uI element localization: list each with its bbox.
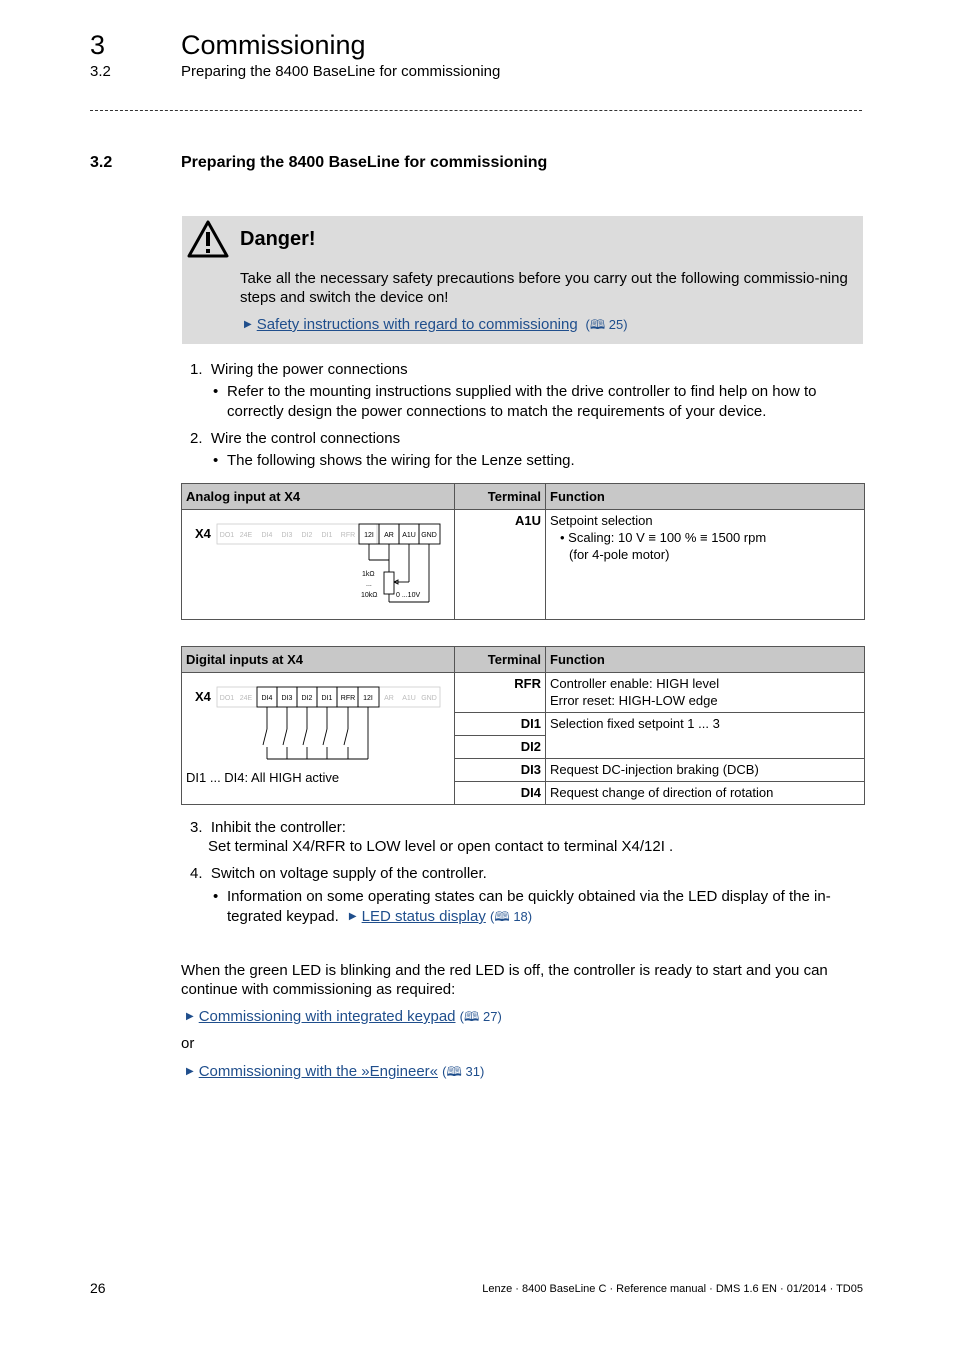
link-arrow-icon: ▶ [186,1066,194,1077]
step-3: 3. Inhibit the controller: [190,819,346,836]
function-sub: (for 4-pole motor) [569,547,670,562]
table-header-row [182,647,865,673]
engineer-commissioning-link-label[interactable]: Commissioning with the »Engineer« [198,1063,438,1080]
led-status-display-link[interactable]: LED status display [361,908,486,925]
switch-contacts [263,707,368,759]
column-header: Function [546,484,865,510]
terminal-label: DI2 [301,695,313,702]
terminal-label: AR [384,532,394,539]
column-header: Function [546,647,865,673]
step-1: 1. Wiring the power connections [190,361,408,378]
terminal-cell: DI2 [455,736,546,759]
section-title: Preparing the 8400 BaseLine for commissioning [181,154,548,171]
terminal-cell: DI1 [455,713,546,736]
terminal-label: DO1 [219,532,235,539]
function-text: Setpoint selection [550,513,653,528]
step-2-bullet: The following shows the wiring for the Lenze setting. [227,452,575,469]
column-header: Terminal [455,484,546,510]
terminal-label: DI1 [321,695,333,702]
or-text: or [181,1035,195,1052]
terminal-label: 24E [239,695,253,702]
function-cell: Selection fixed setpoint 1 ... 3 [546,713,865,759]
warning-triangle-icon [186,219,230,259]
terminal-label: GND [421,695,437,702]
book-icon: 🕮 [446,1064,462,1079]
terminal-cell: RFR [455,673,546,713]
pot-label: 10kΩ [361,592,378,599]
terminal-label: 24E [239,532,253,539]
page-number: 26 [90,1280,106,1296]
bullet-marker: • [213,888,219,905]
page-reference: (🕮 18) [490,909,533,924]
link-arrow-icon: ▶ [186,1011,194,1022]
book-icon: 🕮 [589,317,606,332]
column-header: Analog input at X4 [182,484,455,510]
chapter-number: 3 [90,30,106,60]
digital-note: DI1 ... DI4: All HIGH active [186,770,340,785]
book-icon: 🕮 [494,909,510,924]
voltage-range-label: 0 ...10V [396,592,421,599]
terminal-label: GND [421,532,437,539]
terminal-cell: DI3 [455,759,546,782]
subsection-number: 3.2 [90,63,111,80]
step-4-bullet: Information on some operating states can be quickly obtained via the LED display of the in-tegrated keypad. ▶ LED status display (🕮 18) [227,888,831,925]
terminal-cell: DI4 [455,782,546,805]
terminal-label: DI1 [321,532,333,539]
terminal-label: DI4 [261,695,273,702]
page-reference: (🕮 25) [581,317,628,332]
section-number: 3.2 [90,154,113,171]
table-row [182,673,865,713]
terminal-cell: A1U [455,510,546,620]
terminal-label: DI3 [281,695,293,702]
pot-label: 1kΩ [362,571,375,578]
column-header: Terminal [455,647,546,673]
step-1-bullet: Refer to the mounting instructions supplied with the drive controller to find help on how to correctly design the power connections to match the requirements of your device. [227,383,817,420]
function-cell: Controller enable: HIGH level Error reset: HIGH-LOW edge [546,673,865,713]
terminal-label: DI3 [281,532,293,539]
terminal-label: DO1 [219,695,235,702]
link-arrow-icon: ▶ [348,911,357,922]
danger-heading: Danger! [240,228,316,250]
closing-paragraph: When the green LED is blinking and the red LED is off, the controller is ready to start and you can continue with commissioning as required: [181,962,828,998]
step-4: 4. Switch on voltage supply of the controller. [190,865,487,882]
function-cell: Request DC-injection braking (DCB) [546,759,865,782]
terminal-label: DI2 [301,532,313,539]
engineer-commissioning-link[interactable] [186,1062,484,1083]
page-reference: (🕮 27) [459,1009,502,1024]
step-2: 2. Wire the control connections [190,430,401,447]
digital-input-table [181,646,865,805]
pot-label: ... [366,581,372,588]
terminal-label: RFR [340,532,356,539]
function-bullet: • Scaling: 10 V ≡ 100 % ≡ 1500 rpm [560,530,767,545]
chapter-title: Commissioning [181,30,366,60]
column-header: Digital inputs at X4 [182,647,455,673]
bullet-marker: • [213,452,219,469]
danger-box [182,216,863,344]
terminal-label: 12I [363,695,373,702]
header-divider [90,110,862,111]
page-reference: (🕮 31) [442,1064,485,1079]
safety-instructions-link[interactable] [244,316,628,338]
terminal-label: DI4 [261,532,273,539]
danger-text: Take all the necessary safety precautions before you carry out the following commissio-ning steps and switch the device on! [240,270,848,306]
terminal-label: AR [384,695,394,702]
bullet-marker: • [213,383,219,400]
function-cell [546,510,865,620]
table-row [182,510,865,620]
table-header-row [182,484,865,510]
analog-wiring-diagram-cell [182,510,455,620]
keypad-commissioning-link[interactable] [186,1007,502,1028]
safety-instructions-link-label[interactable]: Safety instructions with regard to commissioning [256,316,578,333]
analog-wiring-diagram [182,510,454,618]
subsection-title: Preparing the 8400 BaseLine for commissioning [181,63,501,80]
function-cell: Request change of direction of rotation [546,782,865,805]
terminal-label: RFR [340,695,356,702]
book-icon: 🕮 [464,1009,480,1024]
link-arrow-icon: ▶ [244,319,252,330]
digital-wiring-diagram-cell [182,673,455,805]
terminal-label: A1U [402,695,416,702]
keypad-commissioning-link-label[interactable]: Commissioning with integrated keypad [198,1008,456,1025]
x4-label: X4 [195,689,211,704]
terminal-label: A1U [402,532,416,539]
digital-wiring-diagram [182,673,454,803]
analog-input-table [181,483,865,620]
document-info: Lenze · 8400 BaseLine C · Reference manual · DMS 1.6 EN · 01/2014 · TD05 [482,1283,863,1295]
terminal-label: 12I [364,532,374,539]
step-3-detail: Set terminal X4/RFR to LOW level or open contact to terminal X4/12I . [208,838,674,855]
x4-label: X4 [195,526,211,541]
